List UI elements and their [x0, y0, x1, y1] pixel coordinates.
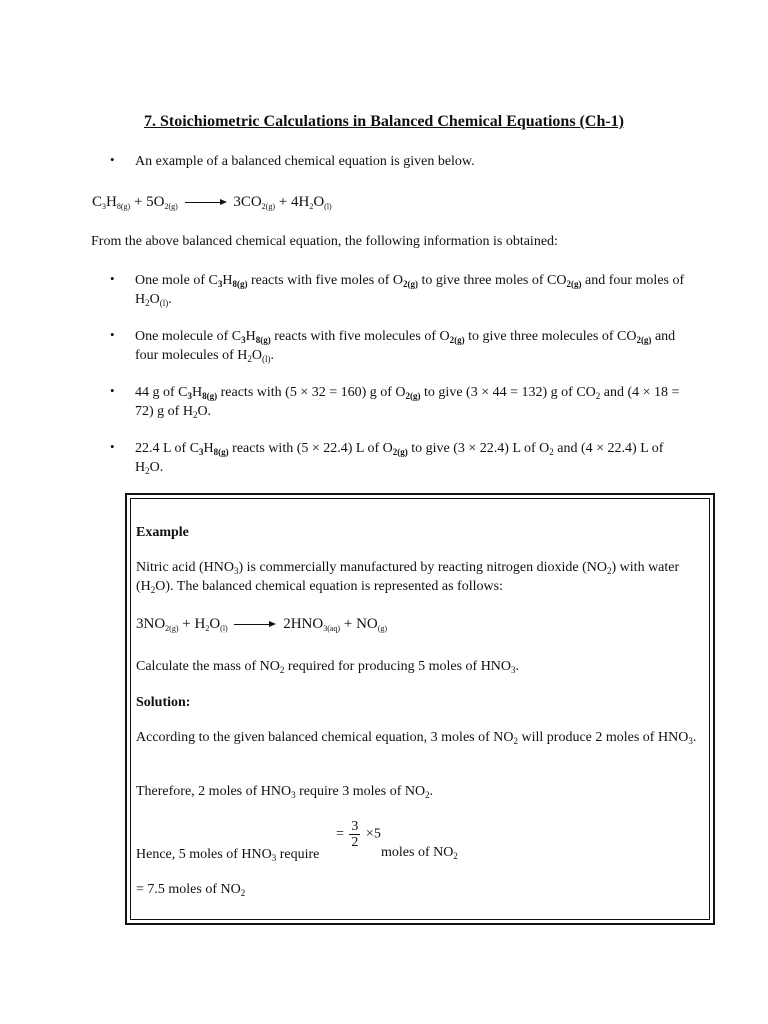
fraction-numerator: 3: [351, 819, 359, 834]
solution-line-3-suffix: moles of $NO_2$: [381, 845, 458, 861]
bullet-dot: •: [110, 439, 115, 454]
solution-line-1: According to the given balanced chemical equation, 3 moles of $NO_2$ will produce 2 moles of $HNO_3$.: [136, 730, 697, 746]
eq1-product-1: $3CO_{2(g)}$: [233, 194, 275, 211]
eq2-product-2: $NO_{(g)}$: [356, 616, 388, 633]
reaction-arrow-icon: [234, 620, 276, 630]
eq1-reactant-2: $5O_{2(g)}$: [146, 194, 178, 211]
eq2-product-1: $2HNO_{3(aq)}$: [283, 616, 341, 633]
eq2-plus-2: +: [343, 616, 353, 632]
bullet-dot: •: [110, 152, 115, 167]
info-line: From the above balanced chemical equation, the following information is obtained:: [91, 234, 558, 249]
eq1-plus: +: [133, 194, 143, 210]
bullet-dot: •: [110, 271, 115, 286]
fraction-expression: = $\frac{3}{2}$ ×5: [336, 819, 381, 850]
eq1-plus-2: +: [278, 194, 288, 210]
info-bullet-4: 22.4 L of $C_3H_{8(g)}$ reacts with (5 × 22.4) L of $O_{2(g)}$ to give (3 × 22.4) L of $O_2$ and (4 × 22.4) L of $H_2O$.: [135, 441, 664, 476]
fraction: [349, 819, 360, 850]
reaction-arrow-icon: [185, 198, 227, 208]
bullet-dot: •: [110, 327, 115, 342]
solution-answer: = 7.5 moles of $NO_2$: [136, 882, 246, 898]
solution-line-2: Therefore, 2 moles of $HNO_3$ require 3 moles of $NO_2$.: [136, 784, 434, 800]
eq2-reactant-1: $3NO_{2(g)}$: [136, 616, 179, 633]
example-text: Nitric acid $(HNO_3)$ is commercially manufactured by reacting nitrogen dioxide $(NO_2)$ with water $(H_2O)$. The balanced chemical equation is represented as follows:: [136, 560, 680, 595]
eq2-reactant-2: $H_2O_{(l)}$: [194, 616, 228, 633]
bullet-dot: •: [110, 383, 115, 398]
intro-bullet-text: An example of a balanced chemical equation is given below.: [135, 154, 475, 169]
info-bullet-1: One mole of $C_3H_{8(g)}$ reacts with five moles of $O_{2(g)}$ to give three moles of $CO_{2(g)}$ and four moles of $H_2O_{(l)}$.: [135, 273, 685, 308]
balanced-equation-1: [92, 194, 332, 211]
eq1-product-2: $4H_2O_{(l)}$: [290, 194, 332, 211]
fraction-multiplier: 5: [373, 826, 381, 842]
eq1-reactant-1: $C_3H_{8(g)}$: [92, 194, 131, 211]
info-bullet-2: One molecule of $C_3H_{8(g)}$ reacts with five molecules of $O_{2(g)}$ to give three molecules of $CO_{2(g)}$ and four molecules of $H_2O_{(l)}$.: [135, 329, 676, 364]
solution-line-3: Hence, 5 moles of $HNO_3$ require: [136, 847, 320, 863]
info-bullet-3: 44 g of $C_3H_{8(g)}$ reacts with (5 × 32 = 160) g of $O_{2(g)}$ to give (3 × 44 = 132) g of $CO_2$ and (4 × 18 = 72) g of $H_2O$.: [135, 385, 680, 420]
section-title: 7. Stoichiometric Calculations in Balanced Chemical Equations (Ch-1): [143, 113, 624, 130]
eq2-plus: +: [182, 616, 191, 632]
example-question: Calculate the mass of $NO_2$ required for producing 5 moles of $HNO_3$.: [136, 659, 520, 675]
fraction-denominator: 2: [351, 835, 359, 850]
balanced-equation-2: [136, 616, 387, 633]
example-label: Example: [136, 525, 189, 540]
solution-label: Solution:: [136, 695, 191, 710]
